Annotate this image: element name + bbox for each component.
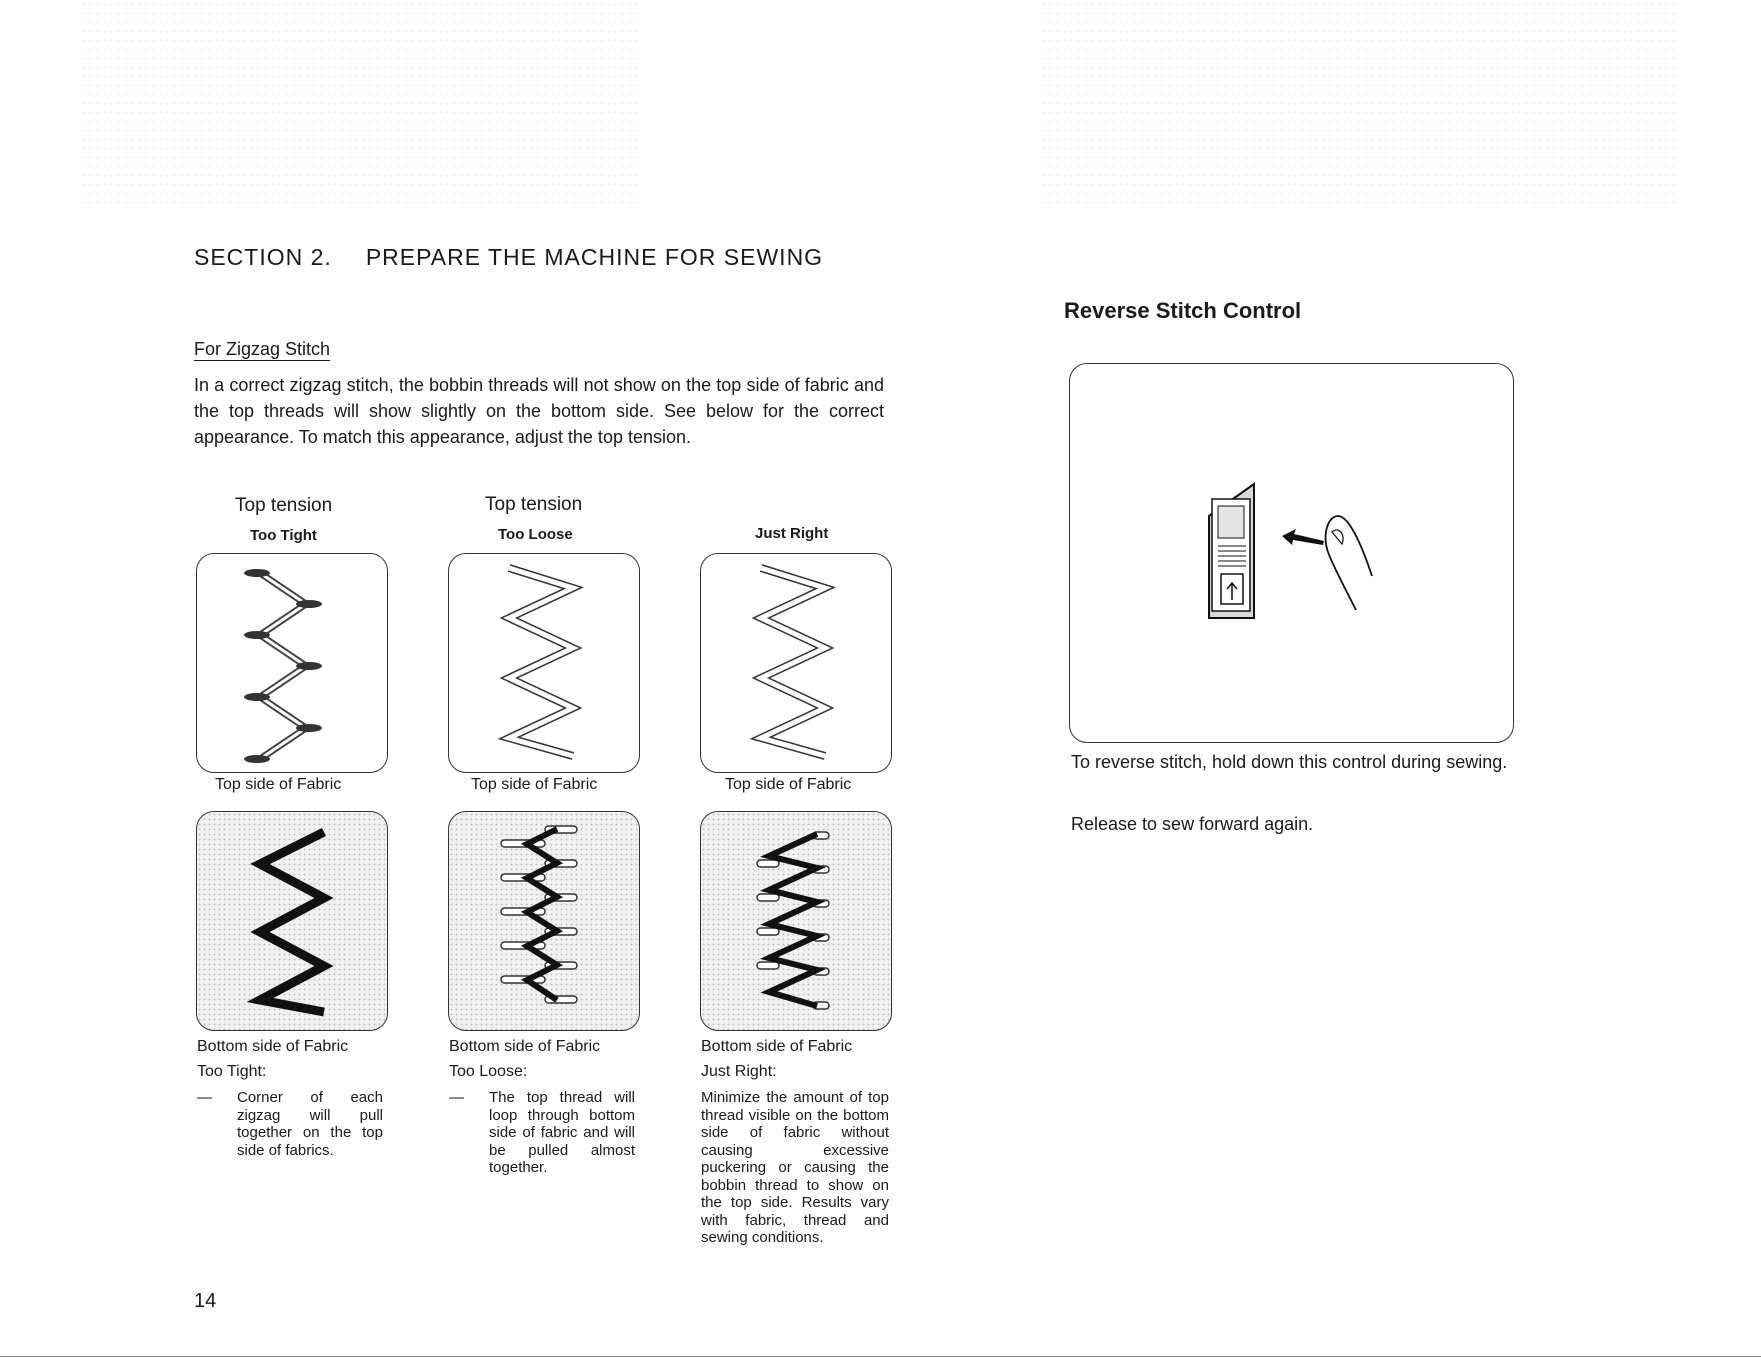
note-text-too-tight: Corner of each zigzag will pull together on the top side of fabrics.: [237, 1089, 383, 1159]
bottom-side-illustration-just-right: [700, 811, 892, 1031]
top-caption-just-right: Top side of Fabric: [725, 776, 852, 793]
column-sub-too-tight: Too Tight: [250, 527, 317, 544]
note-text-too-loose: The top thread will loop through bottom side of fabric and will be pulled almost together.: [489, 1089, 635, 1176]
bottom-side-illustration-too-loose: [448, 811, 640, 1031]
scan-noise: [80, 0, 640, 205]
dash-bullet: —: [449, 1089, 464, 1106]
column-sub-too-loose: Too Loose: [498, 526, 573, 543]
scan-noise: [1040, 0, 1680, 205]
note-title-just-right: Just Right:: [701, 1063, 777, 1080]
top-side-illustration-too-tight: [196, 553, 388, 773]
dash-bullet: —: [197, 1089, 212, 1106]
note-title-too-loose: Too Loose:: [449, 1063, 528, 1080]
page-bottom-rule: [0, 1356, 1761, 1357]
note-title-too-tight: Too Tight:: [197, 1063, 267, 1080]
note-text-just-right: Minimize the amount of top thread visible on the bottom side of fabric without causing excessive puckering or causing the bobbin thread to show on the top side. Results vary with fabric, thread and sewing conditions.: [701, 1089, 889, 1246]
note-too-tight: [197, 1089, 383, 1159]
zigzag-heading: For Zigzag Stitch: [194, 339, 331, 359]
column-sub-just-right: Just Right: [755, 525, 829, 542]
note-too-loose: [449, 1089, 635, 1177]
column-label-too-loose: Top tension: [485, 494, 583, 515]
section-title: SECTION 2. PREPARE THE MACHINE FOR SEWING: [194, 244, 824, 270]
reverse-stitch-paragraph-2: Release to sew forward again.: [1071, 814, 1314, 834]
top-side-illustration-just-right: [700, 553, 892, 773]
bottom-caption-too-loose: Bottom side of Fabric: [449, 1038, 601, 1055]
reverse-stitch-heading: Reverse Stitch Control: [1064, 298, 1302, 323]
top-side-illustration-too-loose: [448, 553, 640, 773]
bottom-caption-too-tight: Bottom side of Fabric: [197, 1038, 349, 1055]
bottom-caption-just-right: Bottom side of Fabric: [701, 1038, 853, 1055]
bottom-side-illustration-too-tight: [196, 811, 388, 1031]
zigzag-intro: In a correct zigzag stitch, the bobbin threads will not show on the top side of fabric and the top threads will show slightly on the bottom side. See below for the correct appearance. To match this appearance, adjust the top tension.: [194, 375, 884, 447]
reverse-stitch-illustration: [1069, 363, 1514, 743]
top-caption-too-tight: Top side of Fabric: [215, 776, 342, 793]
reverse-stitch-paragraph-1: To reverse stitch, hold down this control during sewing.: [1071, 752, 1508, 772]
column-label-too-tight: Top tension: [235, 495, 333, 516]
top-caption-too-loose: Top side of Fabric: [471, 776, 598, 793]
page-number: 14: [194, 1290, 217, 1312]
